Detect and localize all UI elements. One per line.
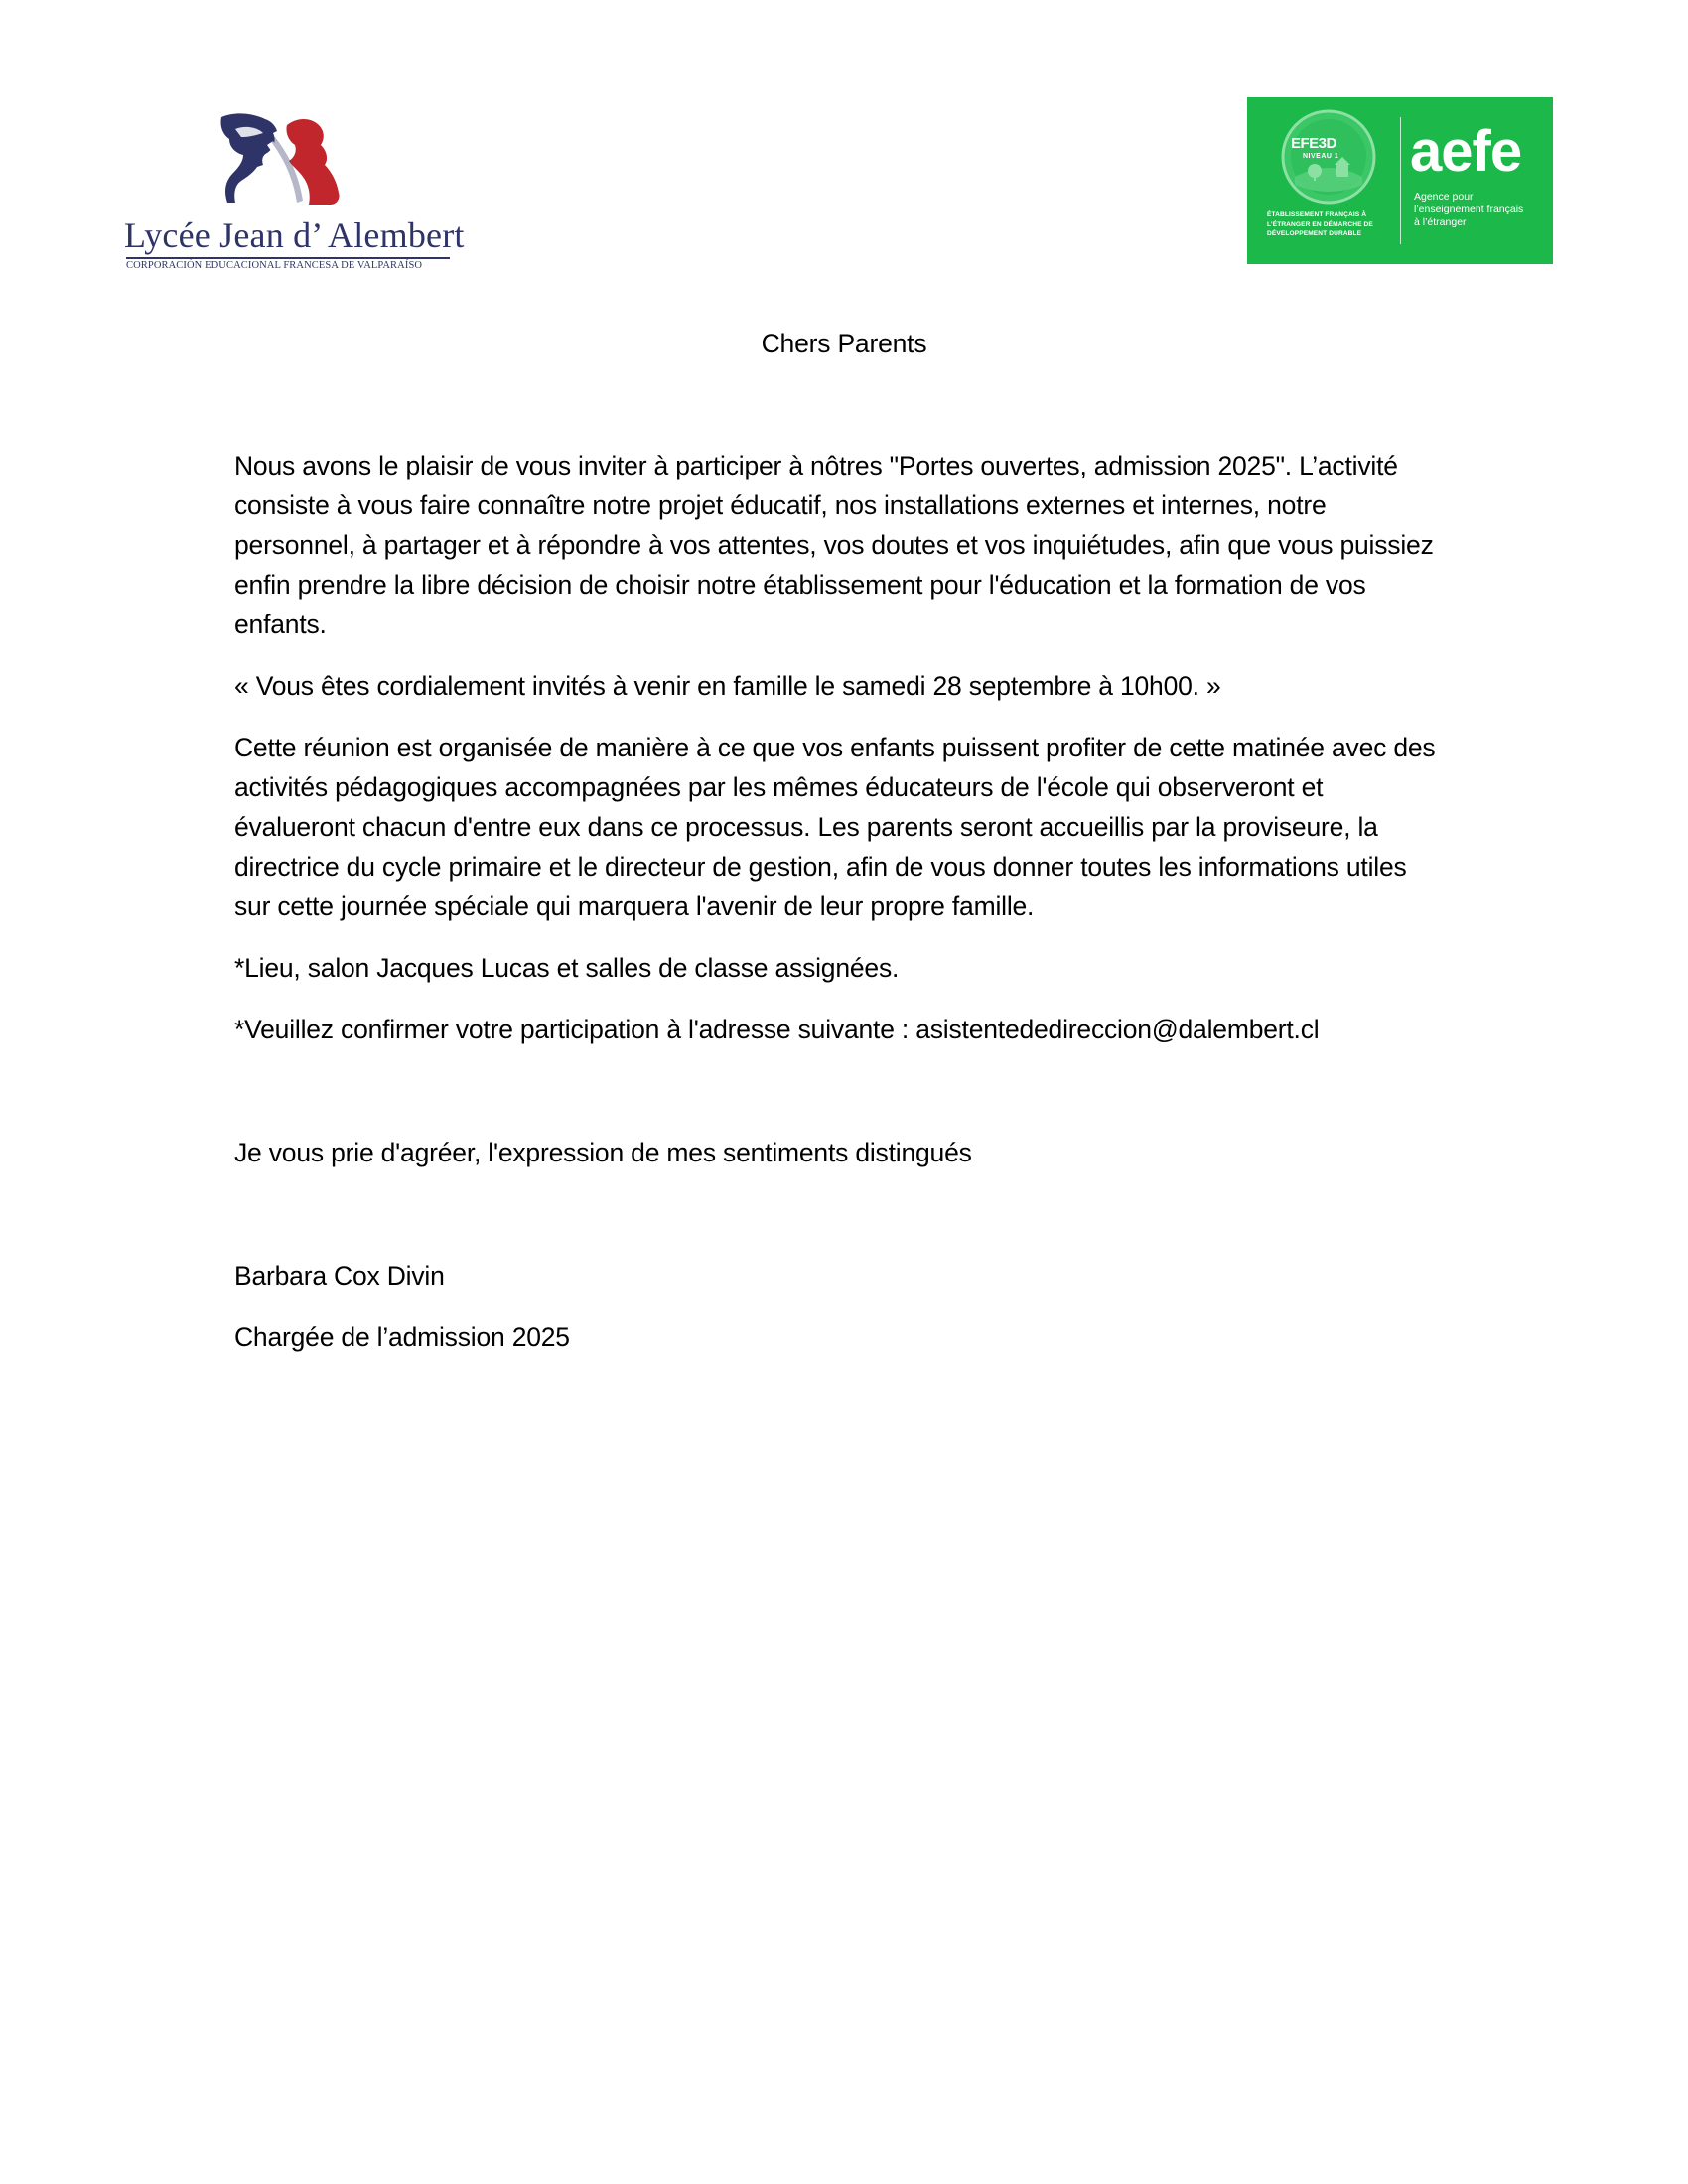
paragraph-organisation: Cette réunion est organisée de manière à ce que vos enfants puissent profiter de cette matinée avec des activités pédagogiques accompagnées par les mêmes éducateurs de l'école qui observeront et évalueront chacun d'entre eux dans ce processus. Les parents seront accueillis par la proviseure, la directrice du cycle primaire et le directeur de gestion, afin de vous donner toutes les informations utiles sur cette journée spéciale qui marquera l'avenir de leur propre famille.: [234, 733, 1436, 921]
salutation: Chers Parents: [761, 329, 927, 358]
aefe-agency-text: [1414, 191, 1548, 229]
signature-name: Barbara Cox Divin: [234, 1261, 445, 1291]
agency-line: à l’étranger: [1414, 216, 1467, 228]
aefe-wordmark: aefe: [1410, 119, 1522, 184]
letter-body: [234, 446, 1446, 1357]
paragraph-date: « Vous êtes cordialement invités à venir en famille le samedi 28 septembre à 10h00. »: [234, 671, 1221, 701]
closing-formula: Je vous prie d'agréer, l'expression de mes sentiments distingués: [234, 1138, 972, 1167]
agency-line: Agence pour: [1414, 191, 1474, 203]
lycee-name: Lycée Jean d’ Alembert: [124, 215, 465, 255]
efe3d-caption: ÉTABLISSEMENT FRANÇAIS À L’ÉTRANGER EN DÉMARCHE DE DÉVELOPPEMENT DURABLE: [1267, 211, 1373, 237]
paragraph-location: *Lieu, salon Jacques Lucas et salles de classe assignées.: [234, 953, 900, 983]
lycee-emblem-icon: [213, 111, 352, 210]
lycee-logo: [124, 111, 465, 271]
efe3d-title: EFE3D: [1291, 135, 1336, 152]
paragraph-invitation: Nous avons le plaisir de vous inviter à participer à nôtres "Portes ouvertes, admission 2025". L’activité consiste à vous faire connaître notre projet éducatif, nos installations externes et internes, notre personnel, à partager et à répondre à vos attentes, vos doutes et vos inquiétudes, afin que vous puissiez enfin prendre la libre décision de choisir notre établissement pour l'éducation et la formation de vos enfants.: [234, 451, 1434, 639]
logo-divider: [1400, 117, 1401, 244]
signature-title: Chargée de l’admission 2025: [234, 1322, 570, 1352]
paragraph-confirmation: *Veuillez confirmer votre participation à l'adresse suivante : asistentededireccion@dalembert.cl: [234, 1015, 1320, 1044]
lycee-subtitle: CORPORACIÓN EDUCACIONAL FRANCESA DE VALPARAÍSO: [126, 260, 423, 271]
efe3d-level: NIVEAU 1: [1303, 153, 1339, 160]
aefe-logo: [1247, 97, 1553, 264]
agency-line: l’enseignement français: [1414, 204, 1524, 215]
lycee-name-rule: [126, 257, 450, 259]
